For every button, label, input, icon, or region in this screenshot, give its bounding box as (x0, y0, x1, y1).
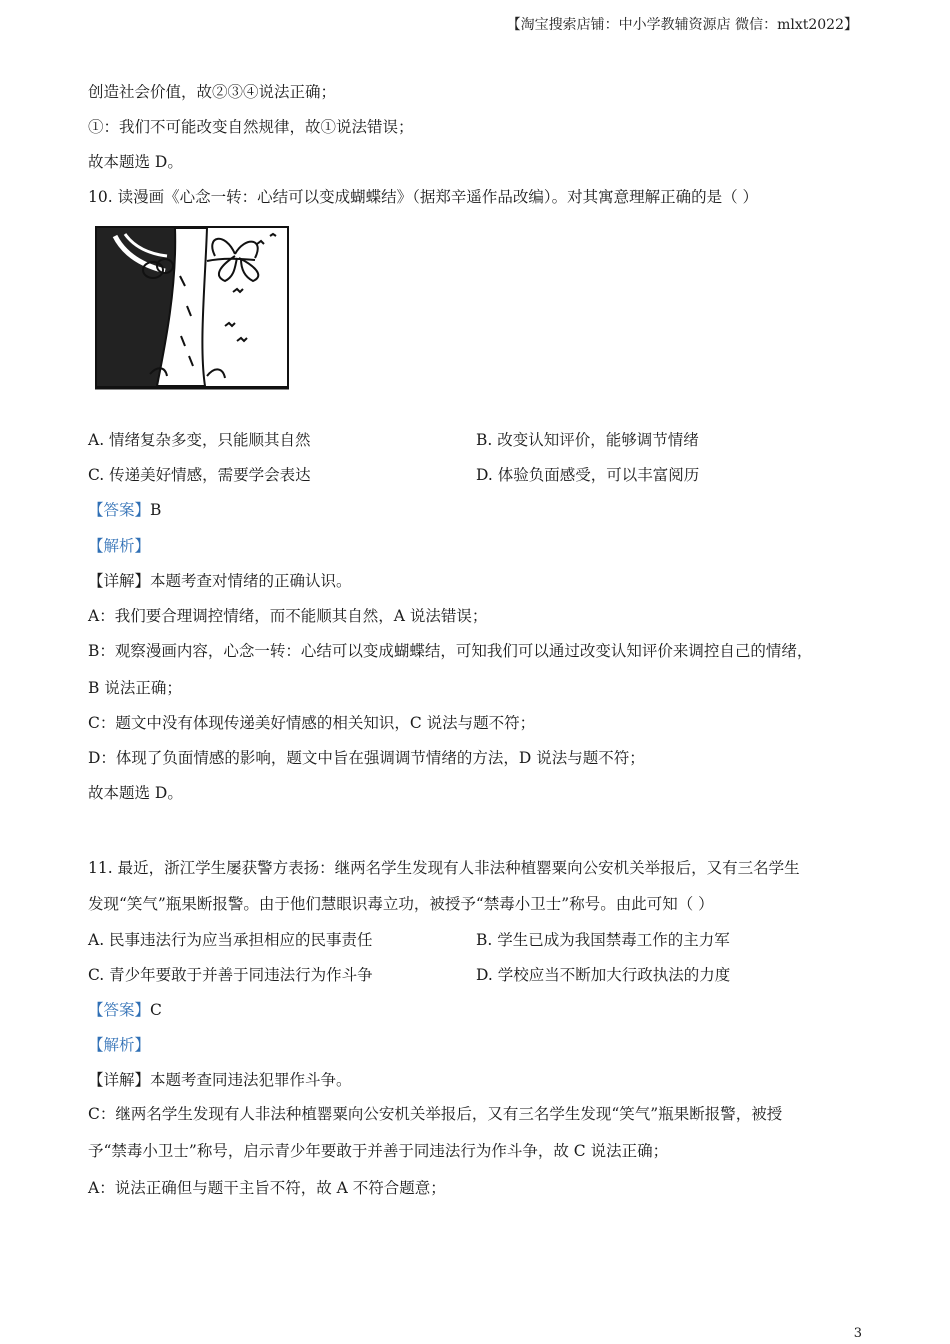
q11-detail: 【详解】本题考查同违法犯罪作斗争。 (88, 1071, 352, 1089)
text-line: C：继两名学生发现有人非法种植罂粟向公安机关举报后，又有三名学生发现“笑气”瓶果断报警，被授 (88, 1105, 783, 1123)
q11-option-b: B. 学生已成为我国禁毒工作的主力军 (476, 931, 730, 949)
q10-option-c: C. 传递美好情感，需要学会表达 (88, 466, 311, 484)
text-line: B 说法正确； (88, 679, 182, 697)
text-line: B：观察漫画内容，心念一转：心结可以变成蝴蝶结，可知我们可以通过改变认知评价来调控自己的情绪， (88, 642, 813, 660)
q11-analysis-tag: 【解析】 (88, 1036, 151, 1054)
question-10-stem: 10. 读漫画《心念一转：心结可以变成蝴蝶结》（据郑辛遥作品改编）。对其寓意理解正确的是（ ） (88, 188, 759, 206)
text-line: A：说法正确但与题干主旨不符，故 A 不符合题意； (88, 1179, 446, 1197)
q11-option-d: D. 学校应当不断加大行政执法的力度 (476, 966, 731, 984)
answer-tag: 【答案】 (88, 501, 151, 519)
text-line: 故本题选 D。 (88, 784, 183, 802)
answer-value: B (150, 501, 162, 519)
q10-analysis-tag: 【解析】 (88, 537, 151, 555)
question-11-stem: 11. 最近，浙江学生屡获警方表扬：继两名学生发现有人非法种植罂粟向公安机关举报后，又有三名学生 (88, 859, 800, 877)
text-line: A：我们要合理调控情绪，而不能顺其自然，A 说法错误； (88, 607, 488, 625)
q10-option-a: A. 情绪复杂多变，只能顺其自然 (88, 431, 311, 449)
text-line: 予“禁毒小卫士”称号，启示青少年要敢于并善于同违法行为作斗争，故 C 说法正确； (88, 1142, 669, 1160)
text-line: 故本题选 D。 (88, 153, 183, 171)
page-number: 3 (853, 1326, 862, 1341)
q10-answer (88, 500, 161, 520)
cartoon-image (95, 226, 289, 392)
q10-detail: 【详解】本题考查对情绪的正确认识。 (88, 572, 352, 590)
answer-tag: 【答案】 (88, 1001, 151, 1019)
text-line: D：体现了负面情感的影响，题文中旨在强调调节情绪的方法，D 说法与题不符； (88, 749, 645, 767)
q10-option-d: D. 体验负面感受，可以丰富阅历 (476, 466, 700, 484)
answer-value: C (150, 1001, 162, 1019)
q11-option-c: C. 青少年要敢于并善于同违法行为作斗争 (88, 966, 373, 984)
q11-option-a: A. 民事违法行为应当承担相应的民事责任 (88, 931, 373, 949)
q11-answer (88, 1000, 162, 1020)
question-11-stem: 发现“笑气”瓶果断报警。由于他们慧眼识毒立功，被授予“禁毒小卫士”称号。由此可知（ ） (88, 895, 714, 913)
text-line: C：题文中没有体现传递美好情感的相关知识，C 说法与题不符； (88, 714, 536, 732)
text-line: ①：我们不可能改变自然规律，故①说法错误； (88, 118, 414, 136)
page-header: 【淘宝搜索店铺：中小学教辅资源店 微信：mlxt2022】 (506, 17, 858, 33)
q10-option-b: B. 改变认知评价，能够调节情绪 (476, 431, 699, 449)
text-line: 创造社会价值，故②③④说法正确； (88, 83, 337, 101)
